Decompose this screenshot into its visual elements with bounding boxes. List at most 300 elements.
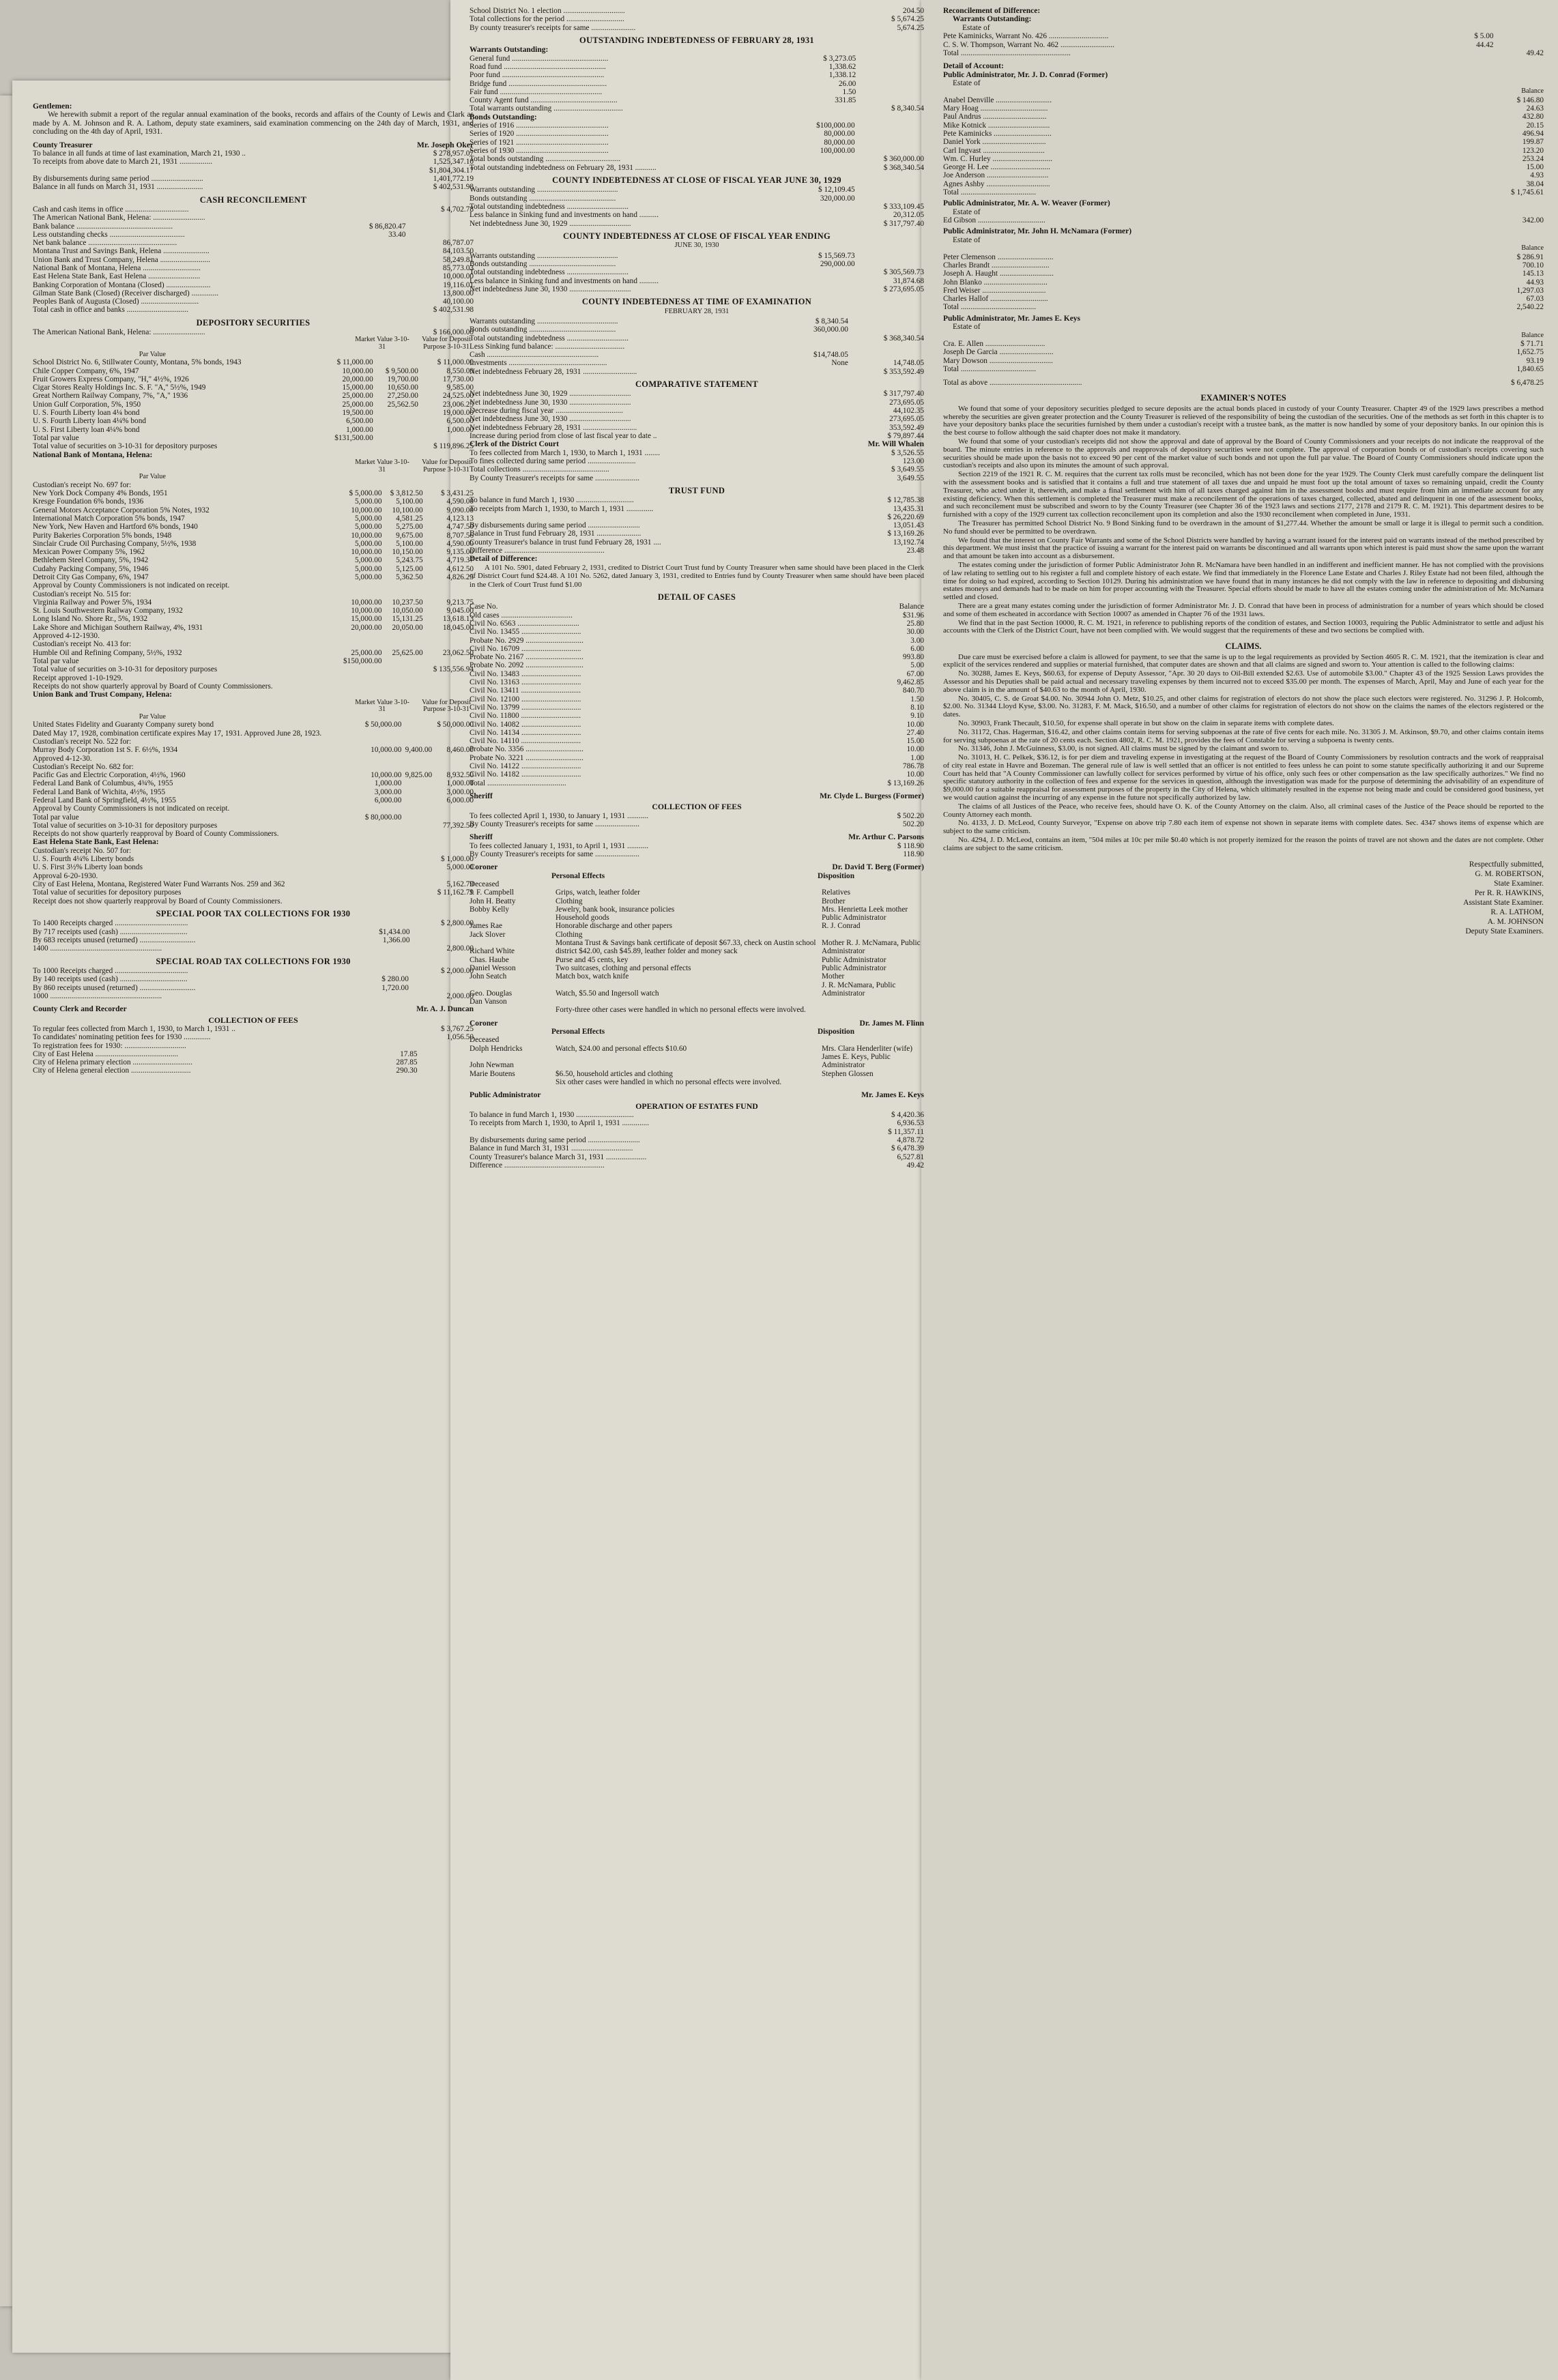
security-par: [334, 632, 382, 640]
row-value-1: 44.42: [1476, 40, 1494, 49]
at-exam-table: [470, 317, 924, 376]
personal-effects: Purse and 45 cents, key: [556, 955, 629, 964]
row-value-2: $ 2,800.00: [440, 919, 474, 928]
row-value-2: 49.42: [1526, 48, 1544, 57]
security-market: 5,100.00: [396, 539, 423, 548]
estate-balance: 24.63: [1526, 104, 1544, 113]
claim-paragraph: No. 31346, John J. McGuinness, $3.00, is not signed. All claims must be signed by the claimant and sworn to.: [958, 744, 1289, 753]
row-label: By disbursements during same period ...........................: [33, 174, 203, 183]
security-label: Receipts do not show quarterly reapproval by Board of County Commissioners.: [33, 830, 279, 839]
security-par: 5,000.00: [354, 497, 382, 506]
case-row: [470, 678, 924, 686]
estate-name: Agnes Ashby .................................: [943, 179, 1050, 188]
deceased-name: [470, 1078, 551, 1086]
sheriff-former-title: Sheriff: [470, 792, 493, 800]
disposition: [818, 998, 924, 1006]
security-par: [334, 590, 382, 598]
row-value-2: [855, 139, 924, 147]
row-value-2: [409, 984, 474, 992]
row-label: County Treasurer's balance March 31, 1931 .....................: [470, 1152, 647, 1161]
security-row: [33, 632, 474, 640]
coroner-current-table: [470, 1028, 924, 1086]
row-label: Bonds outstanding .............................................: [470, 194, 616, 203]
row-value-1: None: [831, 359, 848, 368]
personal-effects: Watch, $5.50 and Ingersoll watch: [556, 989, 659, 998]
row-label: [470, 513, 851, 521]
deceased-name: Jack Slover: [470, 930, 506, 939]
estate-row: [943, 96, 1544, 104]
estate-name: Total .......................................: [943, 364, 1037, 373]
sheriff-current-header: [470, 833, 924, 841]
sheriff-current-table: [470, 842, 924, 859]
row-value-2: [856, 80, 924, 88]
security-deposit: [432, 729, 474, 738]
table-row: [470, 317, 924, 325]
security-label: Federal Land Bank of Springfield, 4½%, 1955: [33, 796, 176, 804]
row-value-2: [848, 325, 924, 334]
row-value-2: $ 79,897.44: [887, 431, 924, 440]
security-label: Approval by County Commissioners is not indicated on receipt.: [33, 804, 230, 813]
table-row: [943, 32, 1544, 40]
row-label: Warrants outstanding ..........................................: [470, 251, 618, 260]
security-par: 5,000.00: [354, 572, 382, 581]
table-row: [943, 49, 1544, 57]
row-value-1: [792, 285, 855, 293]
row-label: By county treasurer's receipts for same .......................: [470, 23, 636, 32]
examiners-notes-heading: EXAMINER'S NOTES: [1200, 393, 1286, 403]
signature-title: Assistant State Examiner.: [1463, 898, 1544, 907]
estate-of-label: Estate of: [953, 207, 981, 216]
security-deposit: [432, 763, 474, 771]
coroner-current-title: Coroner: [470, 1019, 498, 1028]
estate-balance: 44.93: [1526, 278, 1544, 287]
reconcilement-heading: Reconcilement of Difference:: [943, 7, 1041, 15]
estate-name: Joseph A. Haught ............................: [943, 270, 1054, 278]
security-par: 20,000.00: [351, 623, 382, 632]
security-market: 15,131.25: [392, 615, 423, 624]
row-label: Difference ....................................................: [470, 1161, 605, 1170]
estate-row: [943, 340, 1544, 348]
security-label: City of East Helena, Montana, Registered Water Fund Warrants Nos. 259 and 362: [33, 880, 285, 889]
security-par: 10,000.00: [342, 366, 373, 375]
detail-account-groups: [943, 71, 1544, 374]
security-row: [33, 489, 474, 497]
disposition: Public Administrator: [822, 914, 886, 923]
case-balance: 3.00: [910, 636, 924, 645]
security-label: Humble Oil and Refining Company, 5½%, 1932: [33, 648, 182, 657]
coroner-current-officer: Dr. James M. Flinn: [859, 1019, 924, 1028]
security-label: International Match Corporation 5% bonds, 1947: [33, 514, 185, 523]
estates-fund-table: [470, 1111, 924, 1170]
row-label: By disbursements during same period ...........................: [470, 521, 640, 530]
row-label: Total outstanding indebtedness on February 28, 1931 ...........: [470, 163, 657, 172]
security-label: Great Northern Railway Company, 7%, "A," 1936: [33, 392, 188, 401]
row-value-2: 2,800.00: [446, 944, 474, 953]
case-row: [470, 645, 924, 653]
county-clerk-header: [33, 1005, 474, 1013]
signature-name: G. M. ROBERTSON,: [1475, 869, 1544, 878]
row-label: By County Treasurer's receipts for same .......................: [470, 850, 639, 858]
table-row: [470, 139, 924, 147]
case-balance: 30.00: [906, 628, 924, 637]
security-row: [33, 581, 474, 590]
security-deposit: $ 50,000.00: [437, 721, 474, 729]
security-deposit: 9,135.00: [446, 548, 474, 557]
row-label: City of Helena general election ...............................: [33, 1066, 191, 1075]
security-market: [373, 434, 418, 442]
security-deposit: $ 1,000.00: [440, 855, 474, 864]
case-number: Civil No. 14182 ...............................: [470, 770, 581, 779]
row-label: To candidates' nominating petition fees for 1930 ..............: [33, 1033, 211, 1042]
security-row: [33, 497, 474, 506]
deceased-name: Chas. Haube: [470, 955, 509, 964]
case-row: [470, 770, 924, 779]
estate-balance: 1,297.03: [1516, 286, 1544, 295]
security-market: [382, 657, 423, 665]
security-label: Fruit Growers Express Company, "H," 4½%, 1926: [33, 375, 189, 383]
row-value-1: [344, 256, 405, 264]
case-balance: 25.80: [906, 619, 924, 628]
public-administrator-header: [470, 1091, 924, 1099]
personal-effects: Honorable discharge and other papers: [556, 922, 673, 931]
security-par: 10,000.00: [351, 531, 382, 540]
security-deposit: [423, 682, 474, 691]
coroner2-colhead-effects: Personal Effects: [551, 1028, 605, 1036]
row-value-2: 44,102.35: [893, 407, 924, 416]
row-value-2: [405, 214, 474, 222]
estate-row: [943, 348, 1544, 356]
security-label: Dated May 17, 1928, combination certificate expires May 17, 1931. Approved June 28, 1923.: [33, 729, 322, 738]
security-market: 10,050.00: [392, 607, 423, 615]
security-deposit: [423, 640, 474, 648]
row-value-2: [855, 252, 924, 260]
row-value-2: $ 2,000.00: [440, 966, 474, 975]
table-row: [470, 104, 924, 113]
personal-effects: Grips, watch, leather folder: [556, 888, 640, 897]
security-label: U. S. Fourth 4¼% Liberty bonds: [33, 855, 134, 864]
security-label: Cigar Stores Realty Holdings Inc. S. F. "A," 5½%, 1949: [33, 383, 206, 392]
row-value-2: 13,051.43: [893, 521, 924, 530]
table-row: [33, 289, 474, 298]
security-market: 10,150.00: [392, 548, 423, 557]
security-row: [33, 442, 474, 450]
security-deposit: 9,045.00: [446, 607, 474, 615]
estate-balance: $ 286.91: [1516, 252, 1544, 261]
row-label: By County Treasurer's receipts for same .......................: [470, 474, 639, 482]
row-label: East Helena State Bank, East Helena ...........................: [33, 272, 201, 281]
security-market: 19,700.00: [387, 375, 418, 383]
coroner-case-row: [470, 897, 924, 905]
estate-balance: 4.93: [1530, 171, 1544, 180]
security-row: [33, 847, 474, 855]
security-deposit: [423, 632, 474, 640]
row-value-2: $ 8,340.54: [891, 104, 924, 113]
table-row: [470, 260, 924, 268]
security-row: [33, 657, 474, 665]
bonds-outstanding-table: [470, 121, 924, 172]
security-row: [33, 417, 474, 425]
security-label: Custodian's receipt No. 522 for:: [33, 737, 132, 746]
security-row: [33, 897, 474, 905]
respectfully-submitted: Respectfully submitted,: [1469, 860, 1544, 869]
row-label: Warrants outstanding ..........................................: [470, 186, 618, 194]
table-row: [470, 55, 924, 63]
security-label: General Motors Acceptance Corporation 5% Notes, 1932: [33, 506, 210, 514]
security-row: [33, 548, 474, 556]
case-balance: $31.96: [902, 611, 924, 620]
estate-row: [943, 171, 1544, 179]
case-balance: 5.00: [910, 661, 924, 670]
signature-name: R. A. LATHOM,: [1490, 908, 1544, 916]
security-market: [401, 755, 432, 763]
security-market: $ 9,500.00: [385, 366, 418, 375]
depository-colheads-2: [33, 459, 474, 474]
row-value-2: $ 5,674.25: [891, 15, 924, 24]
security-par: $131,500.00: [334, 433, 373, 442]
disposition: [818, 1078, 924, 1086]
examiner-note-paragraph: We found that some of your depository securities pledged to secure deposits are the actual bonds placed in custody of your County Treasurer. Chapter 49 of the 1929 laws prescribes a method whereby the securities are given greater protection and the County Treasurer is relieved of the responsibility of being the custodian of the securities. One of the methods as set forth in this chapter is to have your depository banks place the securities furnished by them under a custodian's receipt with a trustee bank, as the matter is now handled by some of your depository banks. In our opinion this is the best course to follow although the said chapter does not make it mandatory.: [943, 404, 1544, 437]
row-label: By 717 receipts used (cash) ...................................: [33, 927, 188, 936]
estate-balance: 253.24: [1522, 154, 1544, 163]
coroner-colhead-effects: Personal Effects: [551, 871, 605, 880]
table-row: [470, 96, 924, 104]
row-value-2: $ 368,340.54: [883, 334, 924, 343]
case-number: Civil No. 13163 ...............................: [470, 678, 581, 687]
clerk-fees-heading: COLLECTION OF FEES: [208, 1015, 298, 1025]
claim-paragraph: No. 31172, Chas. Hagerman, $16.42, and other claims contain items for serving subpoenas at the rate of five cents for each mile. No. 31305 J. M. Atkinson, $9.70, and other claims contain items for serving subpoenas at the rate of 20 cents each. Section 4802, R. C. M. 1921, provides the fees of Constable for serving a subpoena is twenty cents.: [943, 727, 1544, 744]
sheriff-current-title: Sheriff: [470, 833, 493, 842]
estate-row: [943, 130, 1544, 138]
case-row: [470, 779, 924, 787]
row-label: 1400 ..........................................................: [33, 944, 162, 953]
estate-name: Daniel York .................................: [943, 138, 1046, 147]
table-row: [33, 205, 474, 214]
row-value-2: 123.00: [902, 456, 924, 465]
examiner-note-paragraph: There are a great many estates coming under the jurisdiction of former Administrator Mr. J. D. Conrad that have been in process of administration for a number of years which should be closed and some of them escheated in accordance with Section 10007 as amended in Chapter 76 of the 1931 laws.: [943, 601, 1544, 618]
claim-paragraph: No. 4133, J. D. McLeod, County Surveyor, "Expense on above trip 7.80 each item of expense not shown in separate items with complete dates. Sec. 4347 shows items of expense which are subject to the same criticism.: [943, 819, 1544, 836]
row-value-2: $ 6,478.39: [891, 1144, 924, 1153]
table-row: [470, 1161, 924, 1170]
table-row: [470, 88, 924, 96]
row-value-2: [855, 121, 924, 130]
row-value-2: 13,192.74: [893, 538, 924, 547]
treasurer-table: [33, 149, 474, 191]
case-balance: 9.10: [910, 712, 924, 721]
row-label: Peoples Bank of Augusta (Closed) ..............................: [33, 298, 199, 306]
row-value-2: [405, 222, 474, 231]
at-exam-subheading: FEBRUARY 28, 1931: [664, 307, 730, 315]
row-value-2: [856, 96, 924, 104]
row-label: School District No. 1 election ................................: [470, 7, 625, 15]
security-market: 5,275.00: [396, 523, 423, 532]
security-label: Custodian's receipt No. 413 for:: [33, 640, 132, 649]
case-balance: 27.40: [906, 728, 924, 737]
personal-effects: Household goods: [556, 914, 609, 923]
estate-row: [943, 121, 1544, 130]
row-value-1: [789, 164, 855, 172]
estate-name: Charles Brandt ..............................: [943, 261, 1050, 270]
claim-paragraph: Due care must be exercised before a claim is allowed for payment, to see that the same is up to the legal requirements as provided by Section 4605 R. C. M. 1921, that the itemization is clear and explicit of the services rendered and supplies or material furnished, that computer dates are shown and that all claims are signed and sworn to. Your attention is called to the following claims:: [943, 652, 1544, 669]
estate-balance: 199.87: [1522, 138, 1544, 147]
security-deposit: 9,585.00: [446, 383, 474, 392]
column-right: [943, 7, 1544, 936]
row-value-1: 1,720.00: [381, 983, 409, 992]
row-value-1: $ 8,340.54: [815, 317, 848, 325]
security-par: $ 11,000.00: [336, 358, 373, 367]
table-row: [470, 424, 924, 432]
personal-effects: [551, 1036, 818, 1044]
row-value-2: 10,000.00: [442, 272, 474, 281]
row-label: Series of 1921 ................................................: [470, 138, 609, 147]
coroner2-colhead-disposition: Disposition: [818, 1028, 854, 1036]
security-deposit: 6,500.00: [446, 417, 474, 426]
table-row: [33, 298, 474, 306]
security-deposit: [423, 590, 474, 598]
personal-effects: [551, 880, 818, 888]
security-deposit: [432, 804, 474, 813]
row-value-1: [381, 1025, 417, 1033]
balance-colhead: Balance: [1521, 331, 1544, 339]
security-market: [373, 426, 418, 434]
row-label: Investments ...................................................: [470, 359, 607, 368]
close-1929-heading: COUNTY INDEBTEDNESS AT CLOSE OF FISCAL YEAR JUNE 30, 1929: [552, 175, 841, 185]
security-label: Total par value: [33, 656, 79, 665]
row-label: Cash and cash items in office .................................: [33, 205, 189, 214]
row-value-1: [344, 272, 405, 280]
security-row: [33, 409, 474, 417]
case-number: Probate No. 3221 ..............................: [470, 753, 583, 762]
security-deposit: 4,590.00: [446, 539, 474, 548]
sheriff-fees-heading: COLLECTION OF FEES: [652, 802, 742, 812]
sheriff-former-header: [470, 792, 924, 800]
row-value-1: 331.85: [835, 96, 856, 105]
table-row: [33, 222, 474, 231]
row-value-2: 14,748.05: [893, 359, 924, 368]
row-value-1: [783, 334, 848, 343]
row-label: [33, 166, 398, 175]
claims-heading: CLAIMS.: [1225, 641, 1262, 652]
table-row: [470, 496, 924, 504]
security-market: [382, 581, 423, 590]
security-row: [33, 721, 474, 729]
deceased-name: [470, 914, 551, 922]
row-label: To balance in fund March 1, 1930 ..............................: [470, 1111, 634, 1120]
security-label: Sinclair Crude Oil Purchasing Company, 5½%, 1938: [33, 539, 197, 548]
row-label: Net indebtedness February 28, 1931 ............................: [470, 423, 637, 432]
row-label: Bonds outstanding .............................................: [470, 325, 616, 334]
security-par: 10,000.00: [371, 746, 402, 755]
table-row: [470, 7, 924, 15]
security-deposit: $ 3,431.25: [440, 489, 474, 498]
security-label: Federal Land Bank of Columbus, 4¾%, 1955: [33, 779, 173, 788]
cases-colhead-balance: Balance: [899, 603, 924, 611]
estate-row: [943, 261, 1544, 270]
security-label: Approval by County Commissioners is not indicated on receipt.: [33, 581, 230, 590]
personal-effects: [551, 998, 818, 1006]
trust-fund-table: [470, 496, 924, 555]
security-row: [33, 624, 474, 632]
administrator-group: [943, 315, 1544, 373]
disposition: Public Administrator: [822, 963, 886, 972]
security-row: [33, 540, 474, 548]
examiner-note-paragraph: We found that some of your custodian's receipts did not show the approval and date of approval by the Board of County Commissioners and your receipts do not indicate the reapproval of the board. The minute entries in reference to the approvals and reapprovals of depository securities were not complete. The approval of corporation bonds or of custodian's receipts covering such securities should be made upon the basis not to exceed 90 per cent of the market value of such bonds and not upon the full par value. The Board of County Commissioners should indicate upon the custodian's receipts and also upon its minutes the amount of such approval.: [943, 437, 1544, 470]
depository-bank-4: East Helena State Bank, East Helena:: [33, 838, 159, 847]
signature-name: Per R. R. HAWKINS,: [1474, 888, 1544, 897]
security-label: Pacific Gas and Electric Corporation, 4½%, 1960: [33, 771, 186, 780]
disposition: [818, 1036, 924, 1044]
row-value-1: [344, 214, 405, 222]
row-value-2: 86,787.07: [442, 239, 474, 248]
security-deposit: 8,550.00: [446, 366, 474, 375]
table-row: [943, 41, 1544, 49]
examiner-note-paragraph: Section 2219 of the 1921 R. C. M. requires that the current tax rolls must be reconciled, which has not been done for the year 1929. The County Clerk must carefully compare the delinquent list with the assessment books and is satisfied that it contains a full and true statement of all taxes due and unpaid he must foot up the total amount of taxes so remaining unpaid, credit the County Treasurer, who acted under it, therewith, and make a final settlement with him of all taxes charged against him in the assessment books and must require from him an immediate account for any existing deficiency. When this settlement is completed the Treasurer must make a reconcilement of the operations of taxes charged, collected, abated and delinquent in one of the assessment books, and such reconcilement must be subscribed and sworn to by the County Treasurer (see Chapter 36 of the 1923 laws and sections 2177, 2178 and 2179 R. C. M. 1921). This department desires to be furnished with a copy of the 1929 current tax collection reconcilement upon its completion and also the 1930 reconcilement when completed in June, 1931.: [943, 470, 1544, 519]
table-row: [470, 850, 924, 858]
administrator-name: Public Administrator, Mr. John H. McNamara (Former): [943, 227, 1132, 236]
depository-securities-table-1: [33, 358, 474, 450]
colhead-market-value: Market Value 3-10-31: [355, 336, 409, 351]
personal-effects: Forty-three other cases were handled in which no personal effects were involved.: [556, 1006, 806, 1015]
security-market: [382, 665, 423, 673]
depository-securities-table-3: [33, 721, 474, 838]
row-label: County Agent fund .............................................: [470, 96, 618, 105]
claim-paragraph: No. 31013, H. C. Pelkek, $36.12, is for per diem and traveling expense in investigating at the request of the Board of County Commissioners by resolution contracts and the work of reappraisal of city real estate in Havre and Bozeman. The general rule of law is well settled that an officer is not entitled to fees unless he can point to some statute specifically authorizing it and our Supreme Court has held that "A County Commissioner can lawfully collect for services performed by virtue of his office, only such fees or other compensation as the law specifically authorizes." We find no specific statutory authority in the collection of fees and expense for the services in question, although the investigation was made for the purpose of determining the advisability of an expenditure of $9,000.00 for a suitable reappraisal for assessment purposes of the property in the City of Helena, which ultimately resulted in the expense not being made and could be considered good business, yet we would caution against the incurring of any expense in the future not specifically authorized by law.: [943, 753, 1544, 802]
security-par: [360, 738, 402, 746]
security-market: [401, 804, 432, 813]
row-label: Total .........................................................: [943, 48, 1071, 57]
security-par: 19,500.00: [342, 409, 373, 418]
disposition: Public Administrator: [822, 955, 886, 964]
cash-reconcilement-heading: CASH RECONCILEMENT: [199, 194, 307, 205]
table-row: [470, 155, 924, 163]
table-row: [470, 407, 924, 415]
table-row: [470, 164, 924, 172]
coroner-colhead-deceased: [470, 872, 551, 880]
sheriff-former-officer: Mr. Clyde L. Burgess (Former): [820, 792, 924, 800]
estate-name: John Blanko .................................: [943, 278, 1048, 287]
estate-row: [943, 188, 1544, 197]
estate-of-label: Estate of: [953, 78, 981, 87]
row-value-2: 1,525,347.10: [433, 158, 474, 166]
row-value-2: 2,000.00: [446, 991, 474, 1000]
case-balance: 15.00: [906, 737, 924, 746]
security-row: [33, 598, 474, 607]
disposition: James E. Keys, Public Administrator: [822, 1053, 891, 1070]
row-label: Less outstanding checks .......................................: [33, 230, 185, 239]
trust-difference-label: Detail of Difference:: [470, 555, 538, 564]
table-row: [470, 203, 924, 211]
row-label: Pete Kaminicks, Warrant No. 426 ...............................: [943, 32, 1109, 41]
colhead-par-value: Par Value: [139, 350, 166, 358]
security-row: [33, 863, 474, 871]
row-value-2: 6,527.81: [897, 1152, 924, 1161]
case-number: Probate No. 2167 ..............................: [470, 653, 583, 662]
row-value-2: $ 6,478.25: [1510, 379, 1544, 388]
row-value-2: $ 4,702.78: [440, 205, 474, 214]
row-label: By 683 receipts unused (returned) .............................: [33, 935, 196, 944]
estate-balance: 700.10: [1522, 261, 1544, 270]
security-label: Custodian's Receipt No. 682 for:: [33, 762, 134, 771]
row-value-2: [855, 194, 924, 203]
row-label: To registration fees for 1930: ................................: [33, 1041, 186, 1050]
case-number: Civil No. 13483 ...............................: [470, 669, 581, 678]
table-row: [470, 15, 924, 23]
coroner2-colhead-deceased: [470, 1028, 551, 1036]
table-row: [470, 63, 924, 71]
coroner-case-row: [470, 1036, 924, 1044]
table-row: [470, 415, 924, 423]
security-market: [382, 481, 423, 489]
deceased-name: Richard White: [470, 947, 515, 956]
